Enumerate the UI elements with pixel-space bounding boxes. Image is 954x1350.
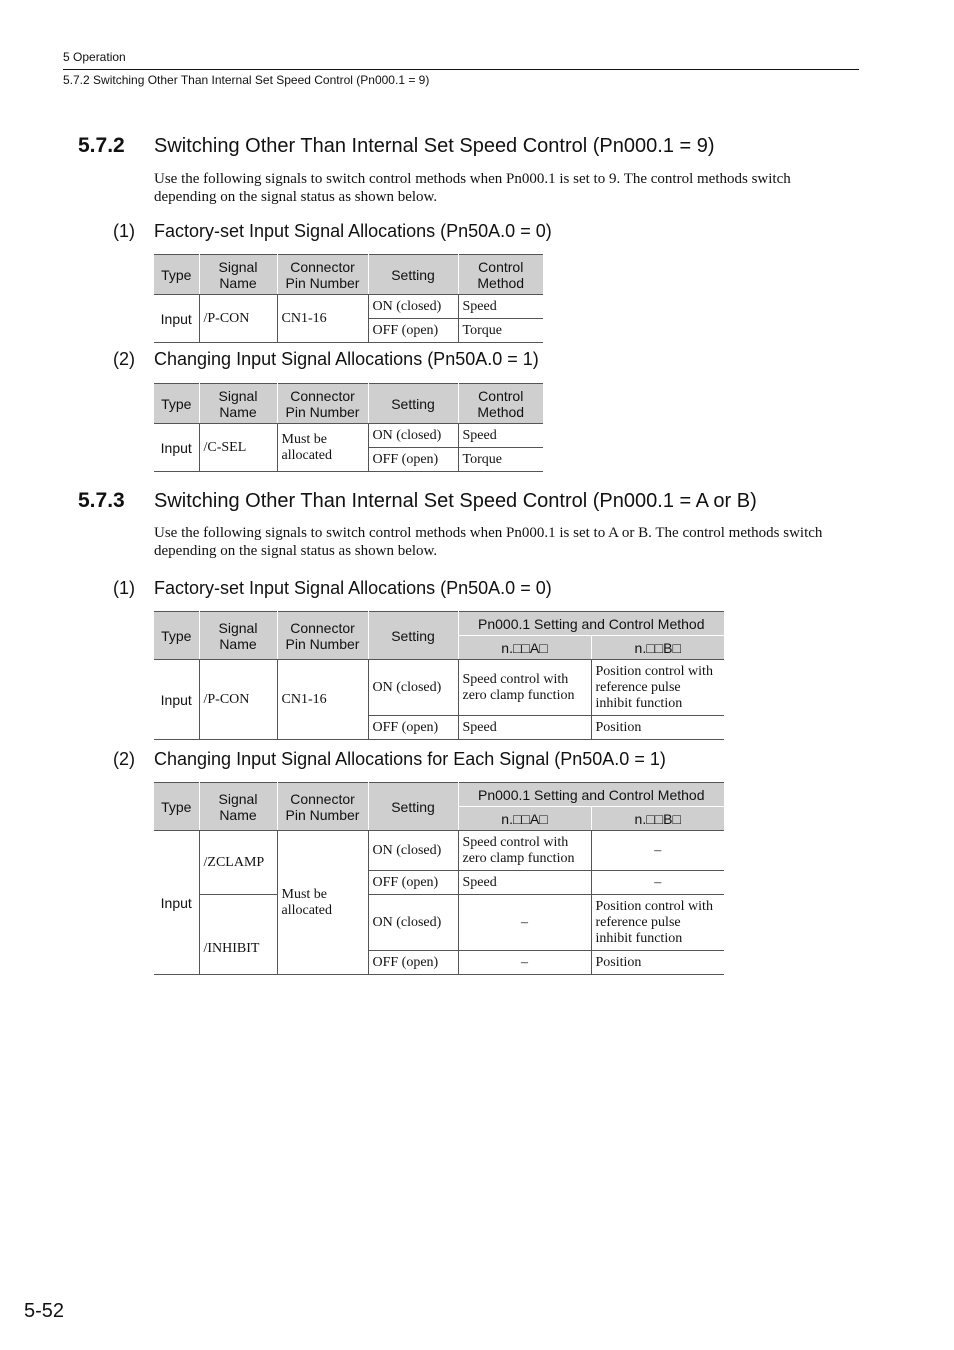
cell-signal-name: /P-CON: [199, 660, 277, 740]
running-header-chapter: 5 Operation: [63, 50, 126, 64]
subsection-number: (1): [113, 221, 135, 241]
col-header-type: Type: [154, 255, 199, 295]
col-header-type: Type: [154, 783, 199, 831]
cell-method-a: –: [458, 895, 591, 951]
cell-connector-pin: CN1-16: [277, 660, 368, 740]
cell-method-a: Speed control with zero clamp function: [458, 660, 591, 716]
subsection-number: (1): [113, 578, 135, 598]
subsection-title: Factory-set Input Signal Allocations (Pn50A.0 = 0): [154, 221, 552, 241]
table-row: [154, 895, 724, 951]
cell-control-method: Speed: [458, 295, 543, 319]
cell-setting: ON (closed): [368, 295, 458, 319]
cell-method-a: –: [458, 951, 591, 975]
cell-setting: OFF (open): [368, 319, 458, 343]
col-header-signal-name: Signal Name: [199, 384, 277, 424]
col-group-header-control-method: Pn000.1 Setting and Control Method: [458, 783, 724, 807]
col-header-connector-pin: Connector Pin Number: [277, 384, 368, 424]
cell-method-a: Speed: [458, 871, 591, 895]
col-header-control-method: Control Method: [458, 255, 543, 295]
cell-control-method: Torque: [458, 319, 543, 343]
col-header-signal-name: Signal Name: [199, 612, 277, 660]
cell-method-a: Speed: [458, 716, 591, 740]
signal-table-changed-572: [154, 383, 543, 472]
subsection-number: (2): [113, 749, 135, 769]
cell-connector-pin: CN1-16: [277, 295, 368, 343]
cell-type: Input: [154, 831, 199, 975]
cell-setting: ON (closed): [368, 660, 458, 716]
table-row: [154, 295, 543, 319]
subsection-title: Changing Input Signal Allocations (Pn50A.0 = 1): [154, 349, 539, 369]
cell-type: Input: [154, 424, 199, 472]
table-row: [154, 831, 724, 871]
cell-control-method: Torque: [458, 448, 543, 472]
col-header-setting-b: n.□□B□: [591, 807, 724, 831]
cell-setting: OFF (open): [368, 448, 458, 472]
page-number: 5-52: [24, 1300, 65, 1322]
col-header-setting: Setting: [368, 384, 458, 424]
col-header-signal-name: Signal Name: [199, 255, 277, 295]
col-header-setting: Setting: [368, 612, 458, 660]
col-header-signal-name: Signal Name: [199, 783, 277, 831]
cell-connector-pin: Must be allocated: [277, 831, 368, 975]
col-header-setting-b: n.□□B□: [591, 636, 724, 660]
header-rule: [63, 69, 859, 70]
subsection-title: Factory-set Input Signal Allocations (Pn50A.0 = 0): [154, 578, 552, 598]
cell-method-b: Position: [591, 951, 724, 975]
cell-method-b: –: [591, 831, 724, 871]
col-header-connector-pin: Connector Pin Number: [277, 783, 368, 831]
subsection-number: (2): [113, 349, 135, 369]
section-number-572: 5.7.2: [78, 134, 125, 157]
table-row: [154, 424, 543, 448]
section-title-572: Switching Other Than Internal Set Speed Control (Pn000.1 = 9): [154, 135, 715, 157]
table-row: [154, 660, 724, 716]
subsection-title: Changing Input Signal Allocations for Each Signal (Pn50A.0 = 1): [154, 749, 666, 769]
col-header-control-method: Control Method: [458, 384, 543, 424]
cell-method-b: Position: [591, 716, 724, 740]
col-group-header-control-method: Pn000.1 Setting and Control Method: [458, 612, 724, 636]
cell-method-b: Position control with reference pulse inhibit function: [591, 895, 724, 951]
cell-signal-name: /INHIBIT: [199, 895, 277, 975]
cell-signal-name: /C-SEL: [199, 424, 277, 472]
cell-setting: ON (closed): [368, 895, 458, 951]
section-number-573: 5.7.3: [78, 489, 125, 512]
cell-signal-name: /ZCLAMP: [199, 831, 277, 895]
col-header-setting-a: n.□□A□: [458, 636, 591, 660]
section-paragraph-572: Use the following signals to switch control methods when Pn000.1 is set to 9. The control methods switch depending on the signal status as shown below.: [154, 171, 791, 205]
col-header-type: Type: [154, 612, 199, 660]
col-header-type: Type: [154, 384, 199, 424]
section-title-573: Switching Other Than Internal Set Speed Control (Pn000.1 = A or B): [154, 490, 757, 512]
cell-setting: ON (closed): [368, 831, 458, 871]
section-paragraph-573: Use the following signals to switch control methods when Pn000.1 is set to A or B. The control methods switch depending on the signal status as shown below.: [154, 525, 823, 559]
cell-method-b: –: [591, 871, 724, 895]
running-header-section: 5.7.2 Switching Other Than Internal Set Speed Control (Pn000.1 = 9): [63, 73, 430, 87]
cell-connector-pin: Must be allocated: [277, 424, 368, 472]
signal-table-factory-573: [154, 611, 724, 740]
cell-method-b: Position control with reference pulse inhibit function: [591, 660, 724, 716]
signal-table-changed-573: [154, 782, 724, 975]
cell-setting: OFF (open): [368, 716, 458, 740]
cell-setting: OFF (open): [368, 871, 458, 895]
cell-control-method: Speed: [458, 424, 543, 448]
col-header-setting: Setting: [368, 255, 458, 295]
cell-type: Input: [154, 295, 199, 343]
col-header-setting-a: n.□□A□: [458, 807, 591, 831]
signal-table-factory-572: [154, 254, 543, 343]
col-header-connector-pin: Connector Pin Number: [277, 612, 368, 660]
cell-type: Input: [154, 660, 199, 740]
cell-setting: ON (closed): [368, 424, 458, 448]
col-header-setting: Setting: [368, 783, 458, 831]
cell-method-a: Speed control with zero clamp function: [458, 831, 591, 871]
col-header-connector-pin: Connector Pin Number: [277, 255, 368, 295]
cell-setting: OFF (open): [368, 951, 458, 975]
cell-signal-name: /P-CON: [199, 295, 277, 343]
